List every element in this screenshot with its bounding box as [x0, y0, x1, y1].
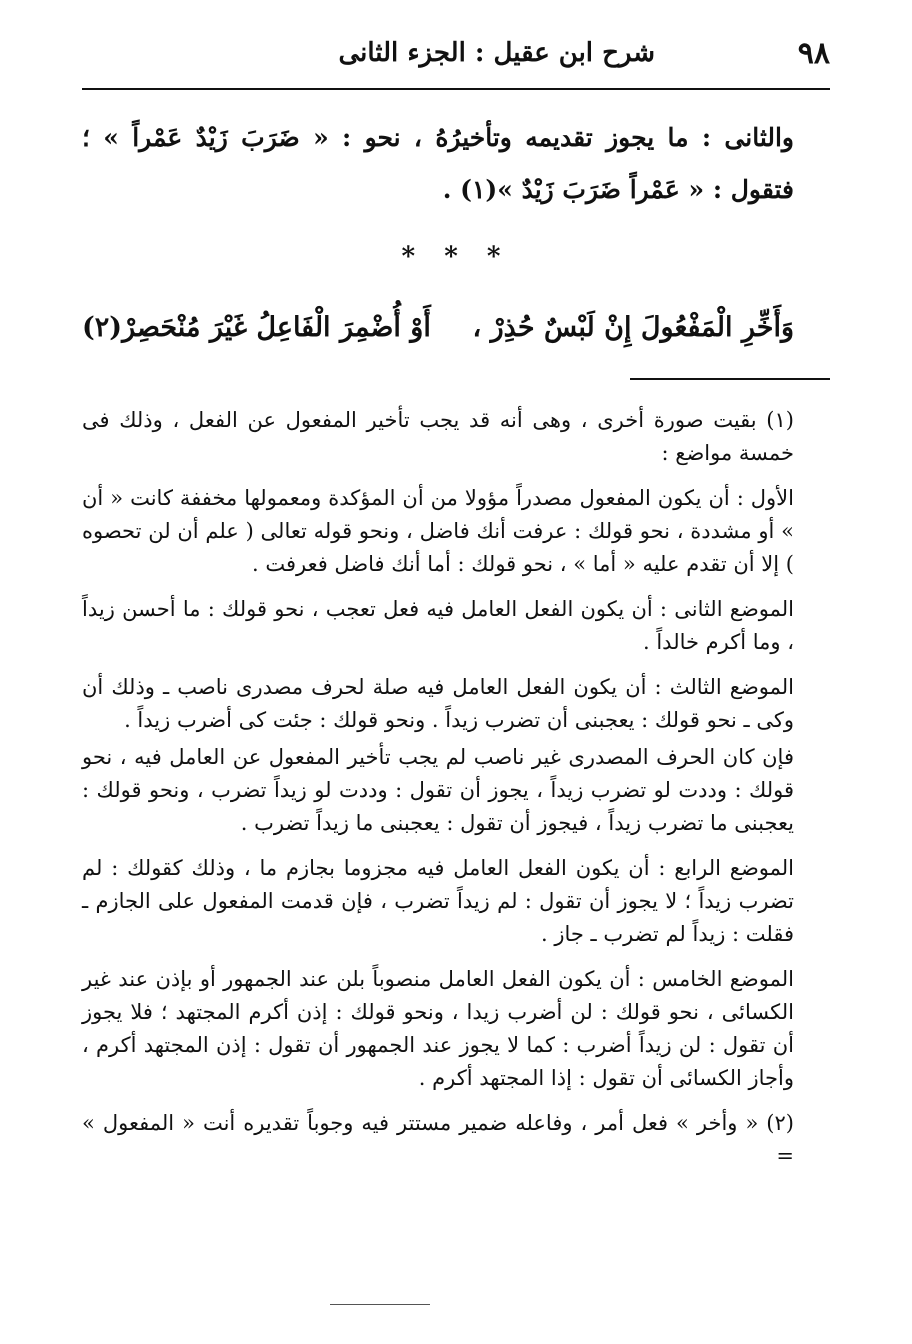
verse-second-hemistich: أَوْ أُضْمِرَ الْفَاعِلُ غَيْرَ مُنْحَصِرْ(٢)	[82, 312, 431, 343]
main-paragraph: والثانى : ما يجوز تقديمه وتأخيرُهُ ، نحو : « ضَرَبَ زَيْدٌ عَمْراً » ؛ فتقول : « عَمْراً ضَرَبَ زَيْدٌ »(١) .	[82, 123, 794, 204]
footnote-1-intro: (١) بقيت صورة أخرى ، وهى أنه قد يجب تأخير المفعول عن الفعل ، وذلك فى خمسة مواضع :	[82, 408, 794, 465]
running-title: شرح ابن عقيل : الجزء الثانى	[338, 38, 655, 68]
footnote-1-case-5: الموضع الخامس : أن يكون الفعل العامل منصوباً بلن عند الجمهور أو بإذن عند غير الكسائى ، نحو قولك : لن أضرب زيدا ، ونحو قولك : إذن أكرم المجتهد ؛ فلا يجوز أن تقول : لن زيداً أضرب : كما لا يجوز عند الجمهور أن تقول : إذن المجتهد أكرم ، وأجاز الكسائى أن تقول : إذا المجتهد أكرم .	[82, 967, 794, 1090]
header-rule	[82, 88, 830, 90]
footnote-2: (٢) « وأخر » فعل أمر ، وفاعله ضمير مستتر فيه وجوباً تقديره أنت « المفعول » =	[82, 1111, 794, 1168]
page-header	[82, 28, 830, 88]
page-number: ٩٨	[797, 36, 830, 71]
footnote-1-case-3-note: فإن كان الحرف المصدرى غير ناصب لم يجب تأخير المفعول عن العامل فيه ، نحو قولك : وددت لو تضرب زيداً ، يجوز أن تقول : وددت لو زيداً تضرب ، ونحو قولك : يعجبنى ما تضرب زيداً ، فيجوز أن تقول : يعجبنى ما زيداً تضرب .	[82, 745, 794, 835]
footnotes	[82, 404, 794, 1185]
bottom-rule	[330, 1304, 430, 1305]
footnote-1-case-4: الموضع الرابع : أن يكون الفعل العامل فيه مجزوما بجازم ما ، وذلك كقولك : لم تضرب زيداً ؛ لا يجوز أن تقول : لم زيداً تضرب ، فإن قدمت المفعول على الجازم ـ فقلت : زيداً لم تضرب ـ جاز .	[82, 856, 794, 946]
footnote-1-case-1: الأول : أن يكون المفعول مصدراً مؤولا من أن المؤكدة ومعمولها مخففة كانت « أن » أو مشددة ، نحو قولك : عرفت أنك فاضل ، ونحو قوله تعالى ( علم أن لن تحصوه ) إلا أن تقدم عليه « أما » ، نحو قولك : أما أنك فاضل فعرفت .	[82, 486, 794, 576]
footnote-rule	[630, 378, 830, 380]
section-separator: * * *	[401, 242, 511, 272]
footnote-1-case-2: الموضع الثانى : أن يكون الفعل العامل فيه فعل تعجب ، نحو قولك : ما أحسن زيداً ، وما أكرم خالداً .	[82, 597, 794, 654]
verse-line	[82, 300, 794, 356]
footnote-1-case-3: الموضع الثالث : أن يكون الفعل العامل فيه صلة لحرف مصدرى ناصب ـ وذلك أن وكى ـ نحو قولك : يعجبنى أن تضرب زيداً . ونحو قولك : جئت كى أضرب زيداً .	[82, 675, 794, 732]
verse-first-hemistich: وَأَخِّرِ الْمَفْعُولَ إِنْ لَبْسٌ حُذِرْ ،	[472, 312, 794, 343]
